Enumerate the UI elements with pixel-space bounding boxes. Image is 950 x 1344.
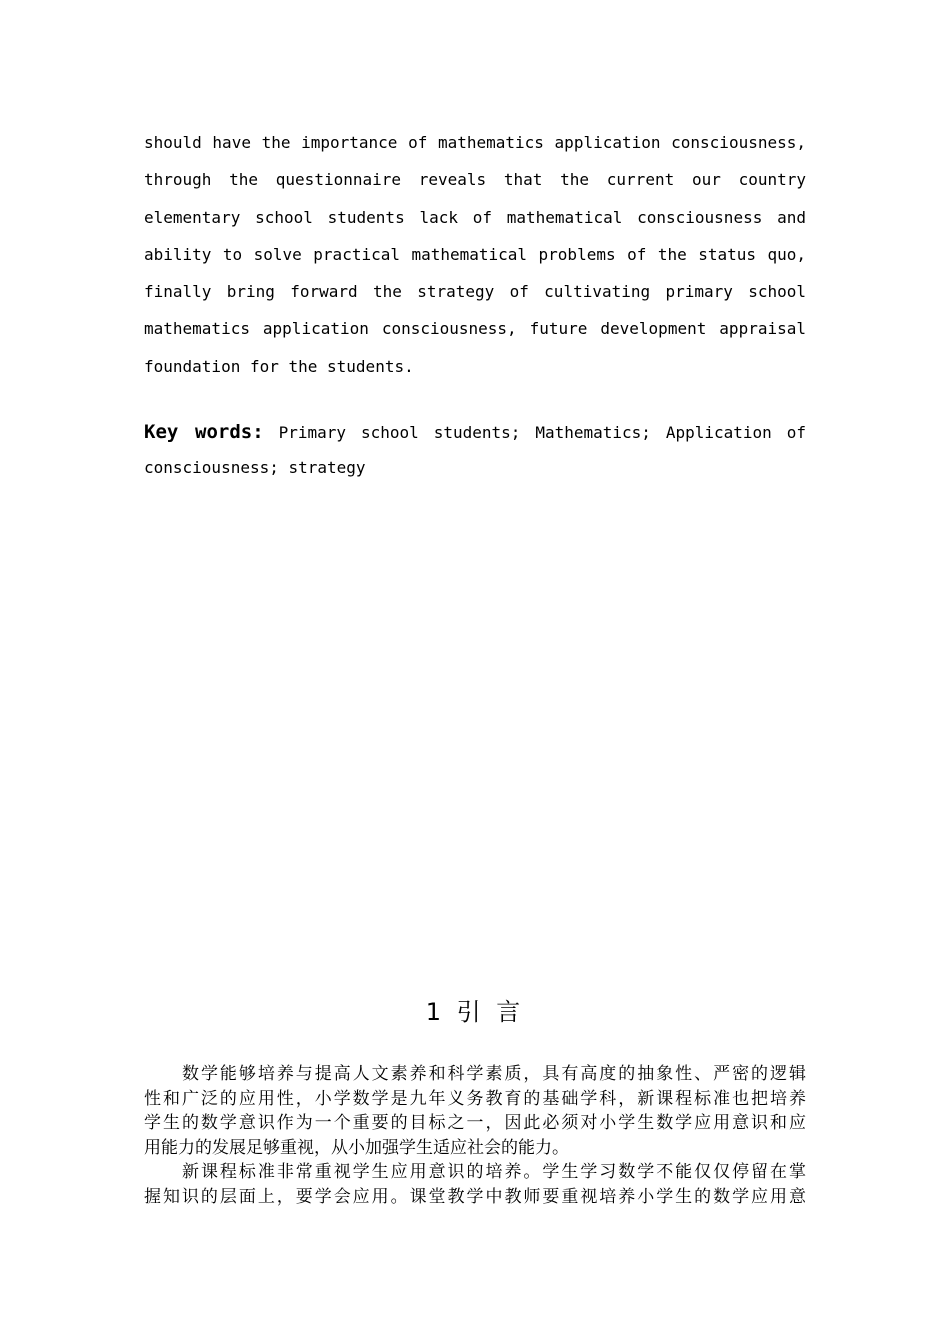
body-line: 握知识的层面上，要学会应用。课堂教学中教师要重视培养小学生的数学应用意 [144,1186,806,1207]
keywords-label: Key words: [144,421,264,443]
body-line: 数学能够培养与提高人文素养和科学素质，具有高度的抽象性、严密的逻辑 [182,1064,806,1084]
abstract-line: elementary school students lack of mathematical consciousness and [144,207,806,227]
keywords-text: Primary school students; Mathematics; Application of [278,423,807,442]
abstract-line: should have the importance of mathematics application consciousness, [144,133,806,152]
chinese-body-text [144,1062,806,1209]
abstract-line: finally bring forward the strategy of cultivating primary school [144,282,806,302]
keywords-line: consciousness; strategy [144,458,366,477]
english-abstract [144,124,806,385]
body-line: 性和广泛的应用性，小学数学是九年义务教育的基础学科，新课程标准也把培养 [144,1088,806,1109]
abstract-line: through the questionnaire reveals that the current our country [144,170,806,190]
abstract-line: ability to solve practical mathematical problems of the status quo, [144,244,806,264]
keywords-block [144,414,806,486]
section-heading: 1 引 言 [425,998,525,1026]
body-line: 新课程标准非常重视学生应用意识的培养。学生学习数学不能仅仅停留在掌 [182,1162,806,1182]
abstract-line: foundation for the students. [144,356,414,376]
body-line: 用能力的发展足够重视，从小加强学生适应社会的能力。 [144,1137,569,1158]
abstract-line: mathematics application consciousness, future development appraisal [144,319,806,339]
keywords-line [144,414,806,450]
body-line: 学生的数学意识作为一个重要的目标之一，因此必须对小学生数学应用意识和应 [144,1113,806,1133]
